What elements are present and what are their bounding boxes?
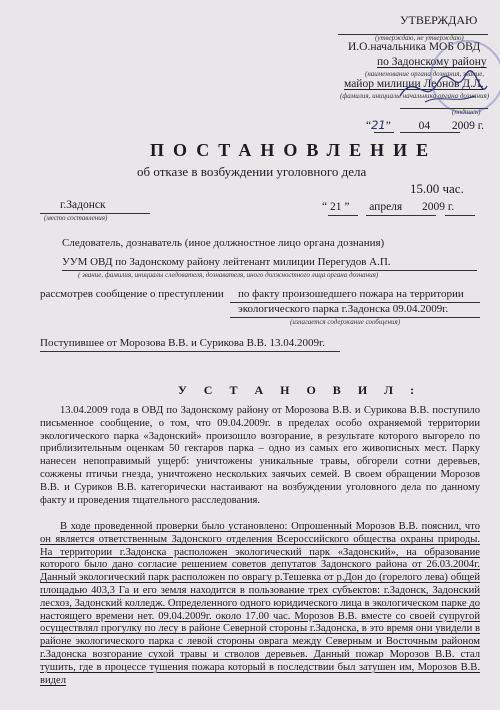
investigator-hint: ( звание, фамилия, инициалы следователя, дознавателя, иного должностного лица органа дознания) <box>78 271 379 279</box>
paragraph-2-text: В ходе проведенной проверки было установлено: Опрошенный Морозов В.В. пояснил, что он является ответственным Задонского отделения Всероссийского общества охраны природы. На территории г.Задонска расположен экологический парк «Задонский», на образование которого было дано согласие решением советов депутатов Задонского района от 26.03.2004г. Данный экологический парк расположен по оврагу р.Тешевка от р.Дон до (горелого лева) общей площадью 403,3 Га и его земля находится в пользование трех субъектов: г.Задонск, Задонский лесхоз, Задонский колледж. Определенного одного юридического лица в экологическом парке до настоящего времени нет. 09.04.2009г. около 17.00 час. Морозов В.В. вместе со своей супругой осуществлял прогулку по лесу в районе Северной стороны г.Задонска, в это время они увидели в районе экологического парка с левой стороны оврага между Северным и Восточным районом г.Задонска возгорание сухой травы и стволов деревьев. Данный пожар Морозов В.В. стал тушить, где в процессе тушения пожара который в последствии был затушен им, Морозов В.В. видел <box>40 521 480 686</box>
approval-hint: (утверждаю, не утверждаю) <box>375 34 464 42</box>
place-date-month: апреля <box>369 201 403 213</box>
approval-position: И.О.начальника МОБ ОВД <box>348 41 481 53</box>
document-title: ПОСТАНОВЛЕНИЕ <box>150 140 438 160</box>
investigator-received: Поступившее от Морозова В.В. и Сурикова В.В. 13.04.2009г. <box>40 337 326 349</box>
approval-date-day: 21 <box>371 118 386 132</box>
paragraph-1-text: 13.04.2009 года в ОВД по Задонскому району от Морозова В.В. и Сурикова В.В. поступило письменное сообщение, о том, что 09.04.2009г. в пределах особо охраняемой территории экологического парка «Задонский» произошло возгорание, в результате которого выгорело по приблизительным оценкам 50 гектаров парка – одно из самых его живописных мест. Парку нанесен непоправимый ущерб: уничтожены уникальные травы, обгорели сотни деревьев, сожжены птичьи гнезда, уничтожено нескольких заячьих семей. В своем обращении Морозов В.В. и Суриков В.В. категорически настаивают на возбуждении уголовного дела по данному факту и проведения тщательного расследования. <box>40 405 480 506</box>
place-date: “ 21 ” апреля 2009 г. <box>322 201 455 213</box>
place-date-day: 21 <box>329 201 342 213</box>
document-subtitle: об отказе в возбуждении уголовного дела <box>137 164 367 179</box>
official-stamp <box>430 40 500 114</box>
place-city: г.Задонск <box>60 199 106 211</box>
place-hint: (место составления) <box>44 214 108 222</box>
investigator-intro: Следователь, дознаватель (иное должностное лицо органа дознания) <box>62 237 385 249</box>
investigator-subject-2: экологического парка г.Задонска 09.04.2009г. <box>238 303 449 315</box>
place-date-suffix: г. <box>447 201 455 213</box>
approval-hint-2: (наименование органа дознания, звание, <box>365 70 485 78</box>
approval-dept: по Задонскому району <box>377 56 487 68</box>
approval-date-year: 2009 г. <box>451 120 485 132</box>
approval-title: УТВЕРЖДАЮ <box>400 13 478 27</box>
body-heading: У С Т А Н О В И Л : <box>178 383 422 397</box>
approval-name: майор милиции Леонов Д.Л. <box>344 78 484 90</box>
body-paragraph-1 <box>40 405 480 507</box>
approval-hint-3: (фамилия, инициалы начальника органа дознания) <box>340 92 490 100</box>
place-date-year: 2009 <box>421 201 445 213</box>
document-time: 15.00 час. <box>410 181 464 196</box>
approval-date: “21” 04 2009 г. <box>366 118 485 132</box>
body-paragraph-2 <box>40 521 480 687</box>
investigator-subject-hint: (излагается содержание сообщения) <box>290 318 401 326</box>
investigator-subject: по факту произошедшего пожара на территории <box>238 288 464 300</box>
investigator-name: УУМ ОВД по Задонскому району лейтенант милиции Перегудов А.П. <box>62 256 391 268</box>
investigator-considered: рассмотрев сообщение о преступлении <box>40 288 224 300</box>
approval-signature-hint: (подпись) <box>452 108 481 116</box>
approval-date-month: 04 <box>418 120 431 132</box>
